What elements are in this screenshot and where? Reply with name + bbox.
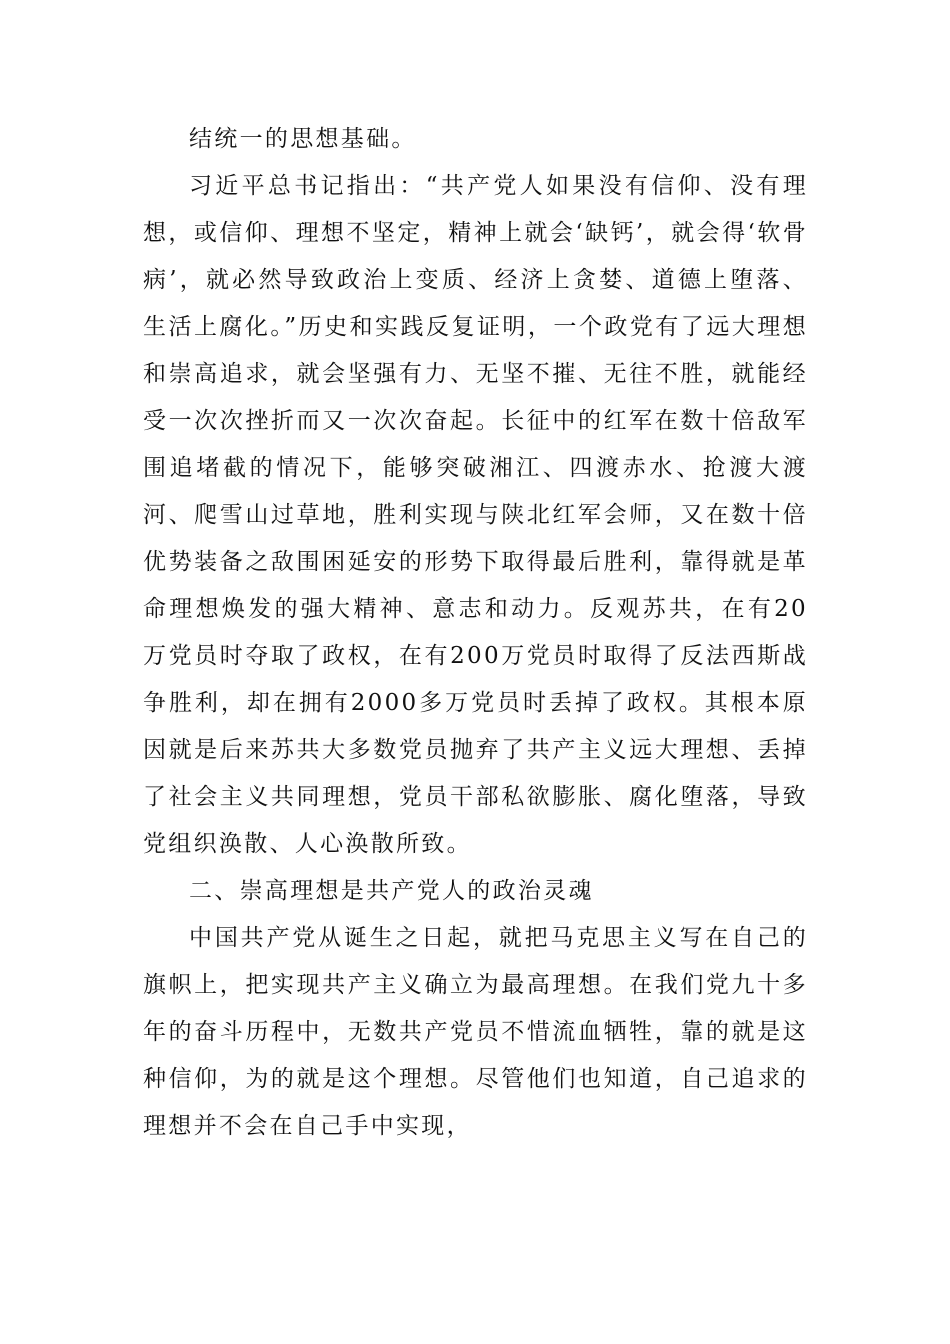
paragraph-history: 中国共产党从诞生之日起，就把马克思主义写在自己的旗帜上，把实现共产主义确立为最高理想。在我们党九十多年的奋斗历程中，无数共产党员不惜流血牺牲，靠的就是这种信仰，为的就是这个理想。尽管他们也知道，自己追求的理想并不会在自己手中实现， [143, 925, 808, 1139]
paragraph-continuation: 结统一的思想基础。 [189, 126, 417, 152]
section-heading: 二、崇高理想是共产党人的政治灵魂 [189, 878, 594, 904]
document-body [143, 116, 808, 1150]
paragraph-quote: 习近平总书记指出：“共产党人如果没有信仰、没有理想，或信仰、理想不坚定，精神上就会‘缺钙’，就会得‘软骨病’，就必然导致政治上变质、经济上贪婪、道德上堕落、生活上腐化。”历史和实践反复证明，一个政党有了远大理想和崇高追求，就会坚强有力、无坚不摧、无往不胜，就能经受一次次挫折而又一次次奋起。长征中的红军在数十倍敌军围追堵截的情况下，能够突破湘江、四渡赤水、抢渡大渡河、爬雪山过草地，胜利实现与陕北红军会师，又在数十倍优势装备之敌围困延安的形势下取得最后胜利，靠得就是革命理想焕发的强大精神、意志和动力。反观苏共，在有20万党员时夺取了政权，在有200万党员时取得了反法西斯战争胜利，却在拥有2000多万党员时丢掉了政权。其根本原因就是后来苏共大多数党员抛弃了共产主义远大理想、丢掉了社会主义共同理想，党员干部私欲膨胀、腐化堕落，导致党组织涣散、人心涣散所致。 [143, 173, 808, 857]
